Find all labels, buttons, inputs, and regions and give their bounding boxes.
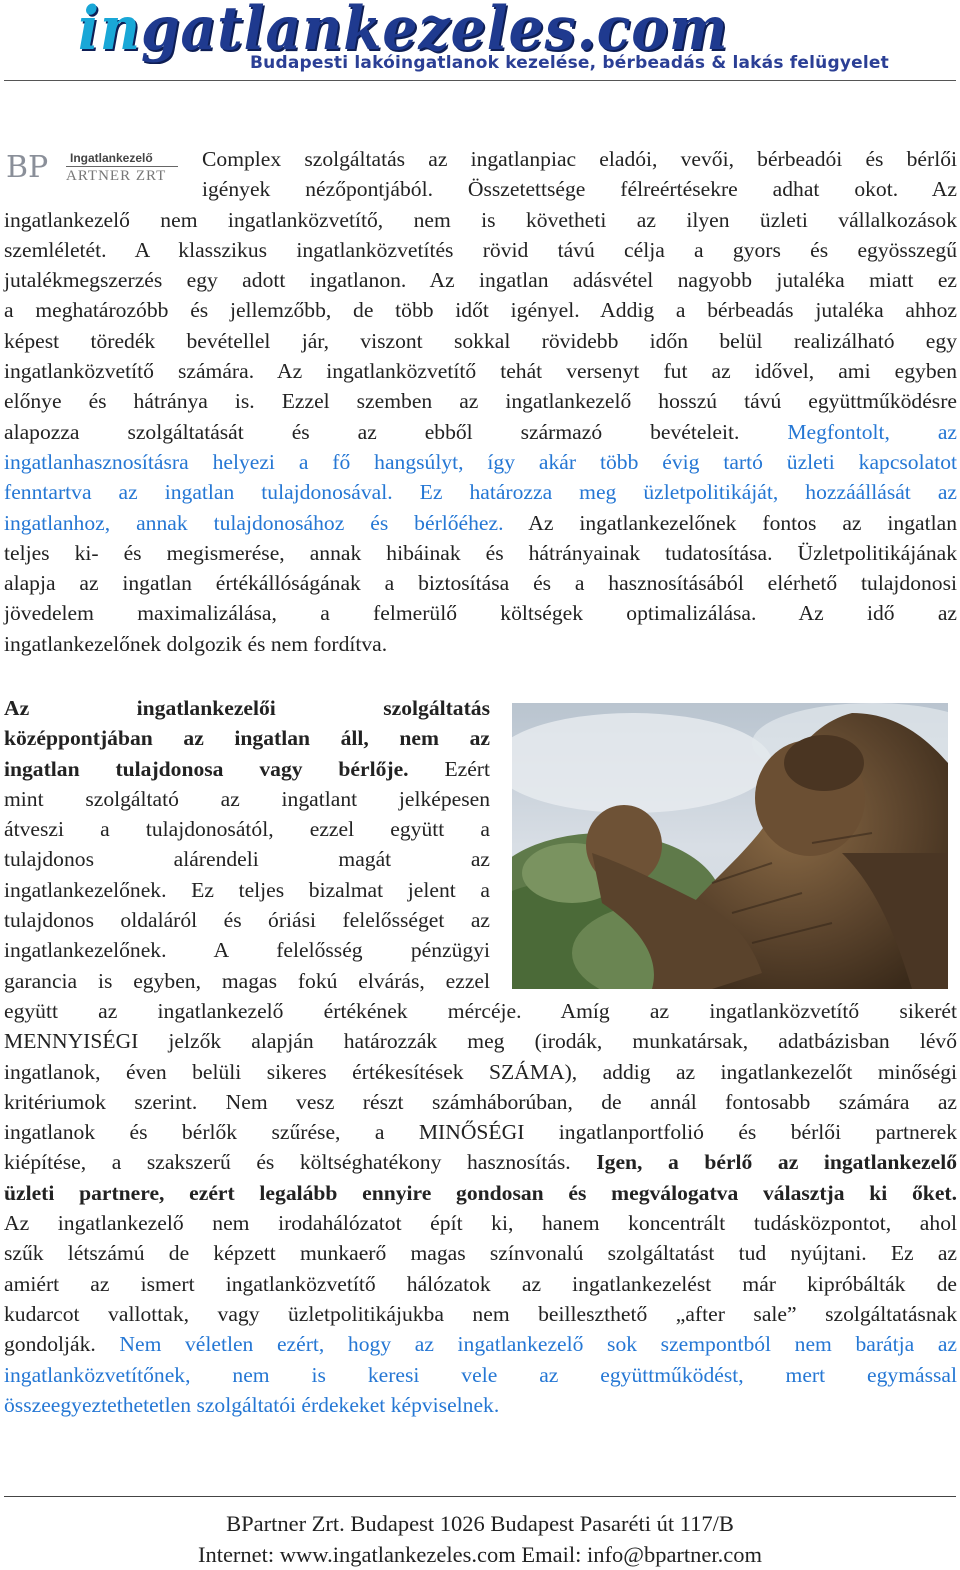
body-text: ingatlankezelőnek. Ez teljes bizalmat jelent a	[4, 877, 490, 902]
core-paragraph-full	[4, 996, 957, 1420]
bold-text: ingatlan tulajdonosa vagy bérlője.	[4, 756, 409, 781]
core-left-line	[4, 966, 490, 996]
partner-logo-initials: BP	[6, 150, 49, 185]
core-full-line	[4, 1299, 957, 1329]
intro-line	[4, 235, 957, 265]
partner-logo-bottom: ARTNER ZRT	[66, 168, 167, 184]
body-text: ingatlankezelőnek. A felelősség pénzügyi	[4, 938, 490, 963]
bold-text: üzleti partnere, ezért legalább ennyire gondosan és megválogatva választja ki őket.	[4, 1180, 957, 1205]
core-full-line	[4, 996, 957, 1026]
body-text: előnye és hátránya is. Ezzel szemben az ingatlankezelő hosszú távú együttműködésre	[4, 389, 957, 414]
site-footer	[0, 1508, 960, 1570]
body-text: kiépítése, a szakszerű és költséghatékony hasznosítás.	[4, 1150, 597, 1175]
core-left-line	[4, 784, 490, 814]
core-left-line	[4, 693, 490, 723]
body-text: Az ingatlankezelőnek fontos az ingatlan	[503, 510, 957, 535]
highlighted-text: ingatlanhoz, annak tulajdonosához és bérlőéhez.	[4, 510, 504, 535]
body-text: igények nézőpontjából. Összetettsége félreértésekre adhat okot. Az	[202, 177, 957, 202]
core-left-line	[4, 723, 490, 753]
core-full-line	[4, 1117, 957, 1147]
core-full-line	[4, 1360, 957, 1390]
intro-line	[4, 568, 957, 598]
highlighted-text: Megfontolt, az	[787, 419, 957, 444]
intro-line	[4, 295, 957, 325]
highlighted-text: fenntartva az ingatlan tulajdonosával. Ez határozza meg üzletpolitikáját, hozzáállását az	[4, 480, 957, 505]
body-text: tulajdonos alárendeli magát az	[4, 847, 490, 872]
body-text: jutalékmegszerzés egy adott ingatlanon. Az ingatlan adásvétel nagyobb jutaléka miatt ez	[4, 268, 957, 293]
bold-text: Igen, a bérlő az ingatlankezelő	[596, 1150, 957, 1175]
statue-photo	[512, 703, 948, 989]
body-text: kudarcot vallottak, vagy üzletpolitikájukba nem beilleszthető „after sale” szolgáltatásnak	[4, 1301, 957, 1326]
core-full-line	[4, 1147, 957, 1177]
body-text: ingatlankezelőnek dolgozik és nem fordítva.	[4, 631, 388, 656]
footer-address: BPartner Zrt. Budapest 1026 Budapest Pasaréti út 117/B	[226, 1511, 734, 1536]
intro-line	[4, 417, 957, 447]
intro-line	[4, 205, 957, 235]
core-left-line	[4, 905, 490, 935]
body-text: Complex szolgáltatás az ingatlanpiac eladói, vevői, bérbeadói és bérlői	[202, 147, 957, 171]
body-text: Ezért	[408, 756, 490, 781]
core-paragraph-left	[4, 693, 490, 996]
highlighted-text: ingatlanközvetítőnek, nem is keresi vele az együttműködést, mert egymással	[4, 1362, 957, 1387]
body-text: együtt az ingatlankezelő értékének mércéje. Amíg az ingatlanközvetítő sikerét	[4, 999, 957, 1023]
partner-logo-top: Ingatlankezelő	[70, 151, 153, 165]
intro-line	[4, 386, 957, 416]
body-text: ingatlanok, éven belüli sikeres értékesítések SZÁMA), addig az ingatlankezelőt minőségi	[4, 1059, 957, 1084]
intro-line	[4, 356, 957, 386]
footer-divider	[4, 1496, 956, 1497]
core-full-line	[4, 1026, 957, 1056]
body-text: tulajdonos oldaláról és óriási felelősséget az	[4, 908, 490, 933]
footer-contact: Internet: www.ingatlankezeles.com Email: info@bpartner.com	[197, 1542, 763, 1567]
intro-line	[4, 629, 957, 659]
body-text: jövedelem maximalizálása, a felmerülő költségek optimalizálása. Az idő az	[4, 601, 957, 626]
core-left-line	[4, 814, 490, 844]
logo-tld: .com	[576, 0, 729, 64]
core-left-line	[4, 875, 490, 905]
bold-text: középpontjában az ingatlan áll, nem az	[4, 726, 490, 751]
body-text: a meghatározóbb és jellemzőbb, de több időt igényel. Addig a bérbeadás jutaléka ahhoz	[4, 298, 957, 323]
body-text: alapja az ingatlan értékállóságának a biztosítása és a hasznosításából elérhető tulajdonosi	[4, 571, 957, 596]
header-divider	[4, 80, 956, 81]
body-text: ingatlanok és bérlők szűrése, a MINŐSÉGI ingatlanportfolió és bérlői partnerek	[4, 1120, 957, 1145]
body-text: ingatlanközvetítő számára. Az ingatlanközvetítő tehát versenyt fut az idővel, ami egyben	[4, 359, 957, 384]
highlighted-text: Nem véletlen ezért, hogy az ingatlankezelő sok szempontból nem barátja az	[119, 1332, 957, 1357]
logo-accent: in	[78, 0, 141, 64]
body-text: ingatlankezelő nem ingatlanközvetítő, nem is követheti az ilyen üzleti vállalkozások	[4, 207, 957, 232]
body-text: gondolják.	[4, 1332, 120, 1357]
body-text: szemléletét. A klasszikus ingatlanközvetítés rövid távú célja a gyors és egyösszegű	[4, 237, 957, 262]
intro-line	[4, 174, 957, 204]
body-text: képest töredék bevétellel jár, viszont sokkal rövidebb időn belül realizálható egy	[4, 328, 957, 353]
body-text: MENNYISÉGI jelzők alapján határozzák meg (irodák, munkatársak, adatbázisban lévő	[4, 1029, 957, 1054]
intro-line	[4, 265, 957, 295]
core-left-line	[4, 754, 490, 784]
core-left-line	[4, 935, 490, 965]
bold-text: Az ingatlankezelői szolgáltatás	[4, 696, 490, 720]
body-text: szűk létszámú de képzett munkaerő magas színvonalú szolgáltatást tud nyújtani. Ez az	[4, 1241, 957, 1266]
body-text: Az ingatlankezelő nem irodahálózatot épít ki, hanem koncentrált tudásközpontot, ahol	[4, 1211, 957, 1236]
site-tagline: Budapesti lakóingatlanok kezelése, bérbeadás & lakás felügyelet	[250, 53, 889, 73]
body-text: teljes ki- és megismerése, annak hibáinak és hátrányainak tudatosítása. Üzletpolitikájának	[4, 540, 957, 565]
highlighted-text: összeegyeztethetetlen szolgáltatói érdekeket képviselnek.	[4, 1392, 500, 1417]
core-left-line	[4, 844, 490, 874]
intro-line	[4, 508, 957, 538]
core-full-line	[4, 1269, 957, 1299]
site-header	[0, 0, 960, 82]
logo-rest: gatlankezeles	[140, 0, 577, 64]
body-text: amiért az ismert ingatlanközvetítő hálózatok az ingatlankezelést már kipróbálták de	[4, 1271, 957, 1296]
intro-line	[4, 538, 957, 568]
body-text: alapozza szolgáltatását és az ebből származó bevételeit.	[4, 419, 788, 444]
core-full-line	[4, 1178, 957, 1208]
highlighted-text: ingatlanhasznosításra helyezi a fő hangsúlyt, így akár több évig tartó üzleti kapcsolatot	[4, 449, 957, 474]
body-text: mint szolgáltató az ingatlant jelképesen	[4, 786, 490, 811]
intro-line	[4, 144, 957, 174]
core-full-line	[4, 1208, 957, 1238]
intro-line	[4, 447, 957, 477]
core-full-line	[4, 1087, 957, 1117]
body-text: garancia is egyben, magas fokú elvárás, ezzel	[4, 968, 490, 993]
body-text: átveszi a tulajdonosától, ezzel együtt a	[4, 817, 490, 842]
intro-line	[4, 326, 957, 356]
core-full-line	[4, 1057, 957, 1087]
body-text: kritériumok szerint. Nem vesz részt számháborúban, de annál fontosabb számára az	[4, 1089, 957, 1114]
core-full-line	[4, 1390, 957, 1420]
intro-line	[4, 598, 957, 628]
core-full-line	[4, 1238, 957, 1268]
core-full-line	[4, 1329, 957, 1359]
intro-line	[4, 477, 957, 507]
intro-paragraph	[4, 144, 957, 659]
